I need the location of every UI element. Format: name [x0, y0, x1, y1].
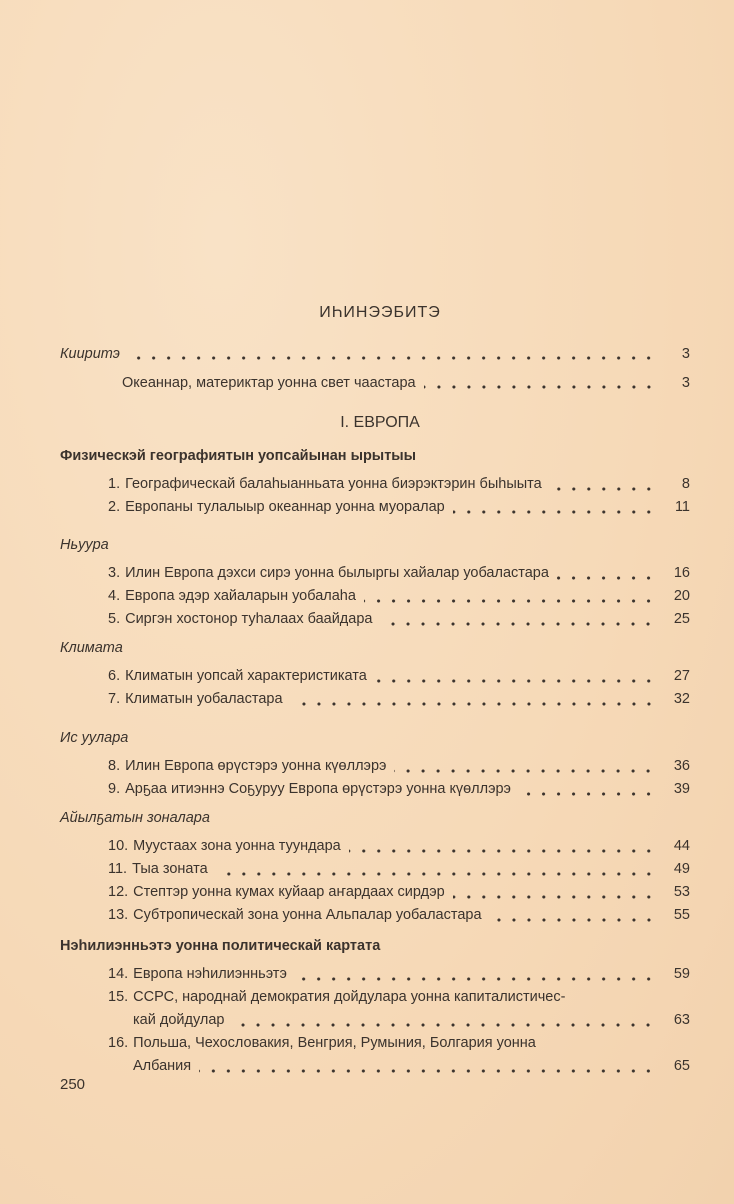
contents-title: ИҺИНЭЭБИТЭ: [319, 304, 441, 321]
toc-entry[interactable]: [60, 342, 690, 366]
section-entries: [60, 665, 690, 711]
entry-number: 11.: [108, 861, 128, 877]
toc-entry[interactable]: [108, 473, 690, 496]
dot-leader: [490, 918, 656, 922]
toc-entry[interactable]: [108, 881, 690, 904]
toc-entry[interactable]: [108, 1032, 690, 1078]
entry-line: [108, 904, 690, 927]
entry-line: [108, 608, 690, 631]
entry-line: [108, 858, 690, 881]
toc-entry[interactable]: [108, 665, 690, 688]
entry-number: 4.: [108, 588, 121, 604]
toc-section: [60, 934, 690, 1078]
entry-page: 3: [681, 346, 690, 362]
entry-number: 15.: [108, 989, 129, 1005]
entry-page: 53: [673, 884, 690, 900]
entry-line: [108, 665, 690, 688]
dot-leader: [364, 599, 656, 603]
dot-leader: [519, 792, 656, 796]
entry-page: 11: [674, 499, 690, 515]
entry-number: 1.: [108, 476, 121, 492]
entry-title: Арҕаа итиэннэ Соҕуруу Европа өрүстэрэ уонна күөллэрэ: [125, 781, 511, 797]
entry-title: кай дойдулар: [133, 1012, 225, 1028]
toc-entry[interactable]: [108, 755, 690, 778]
entry-number: 3.: [108, 565, 121, 581]
toc-entry[interactable]: [108, 778, 690, 801]
dot-leader: [453, 895, 656, 899]
section-entries: [60, 963, 690, 1078]
entry-page: 39: [673, 781, 690, 797]
entry-page: 65: [673, 1058, 690, 1074]
dot-leader: [295, 977, 656, 981]
section-heading: Ис уулара: [60, 730, 129, 746]
toc-section: [60, 444, 690, 519]
dot-leader: [557, 576, 656, 580]
toc-section: [60, 726, 690, 801]
toc-section: [60, 636, 690, 711]
entry-number: 12.: [108, 884, 129, 900]
entry-line: [108, 496, 690, 519]
entry-page: 27: [673, 668, 690, 684]
entry-line: [108, 1009, 690, 1032]
entry-number: 9.: [108, 781, 121, 797]
section-entries: [60, 562, 690, 631]
page-number: 250: [60, 1076, 86, 1093]
entry-page: 44: [673, 838, 690, 854]
section-heading: Климата: [60, 640, 123, 656]
dot-leader: [199, 1069, 656, 1073]
toc-entry[interactable]: [108, 835, 690, 858]
toc-entry[interactable]: [108, 986, 690, 1032]
entry-line: [108, 473, 690, 496]
entry-title: Европаны тулалыыр океаннар уонна муоралар: [125, 499, 445, 515]
entry-page: 16: [673, 565, 690, 581]
entry-title: Океаннар, материктар уонна свет чаастара: [122, 375, 416, 391]
entry-title: Илин Европа өрүстэрэ уонна күөллэрэ: [125, 758, 387, 774]
entry-page: 55: [673, 907, 690, 923]
entry-title: Стептэр уонна кумах куйаар аҥардаах сирдэр: [133, 884, 445, 900]
entry-title: Сиргэн хостонор туһалаах баайдара: [125, 611, 373, 627]
entry-number: 14.: [108, 966, 129, 982]
dot-leader: [453, 510, 656, 514]
entry-line: [108, 986, 690, 1009]
entry-number: 10.: [108, 838, 129, 854]
entry-number: 7.: [108, 691, 121, 707]
entry-page: 63: [673, 1012, 690, 1028]
entry-line: [108, 1032, 690, 1055]
dot-leader: [349, 849, 656, 853]
entry-number: 2.: [108, 499, 121, 515]
section-entries: [60, 755, 690, 801]
toc-entry[interactable]: [108, 858, 690, 881]
toc-entry[interactable]: [108, 688, 690, 711]
toc-entry[interactable]: [108, 904, 690, 927]
dot-leader: [232, 1023, 656, 1027]
entry-title: ССРС, народнай демократия дойдулара уонна капиталистичес-: [133, 989, 566, 1005]
entry-page: 3: [681, 375, 690, 391]
toc-section: [60, 533, 690, 631]
entry-page: 25: [673, 611, 690, 627]
entry-page: 20: [673, 588, 690, 604]
dot-leader: [128, 356, 656, 360]
section-heading: Нэһилиэнньэтэ уонна политическай картата: [60, 938, 381, 954]
part-title: I. ЕВРОПА: [340, 414, 420, 431]
toc-entry[interactable]: [108, 608, 690, 631]
section-heading: Физическэй географиятын уопсайынан ырытыы: [60, 448, 417, 464]
entry-page: 49: [673, 861, 690, 877]
entry-title: Географическай балаһыанньата уонна биэрэктэрин быһыыта: [125, 476, 542, 492]
intro-entries: [60, 342, 690, 395]
entry-title: Илин Европа дэхси сирэ уонна былыргы хайалар уобаластара: [125, 565, 549, 581]
section-entries: [60, 473, 690, 519]
toc-entry[interactable]: [108, 562, 690, 585]
section-heading: Айылҕатын зоналара: [60, 810, 210, 826]
entry-title: Европа нэһилиэнньэтэ: [133, 966, 287, 982]
toc-entry[interactable]: [108, 496, 690, 519]
entry-title: Албания: [133, 1058, 192, 1074]
entry-line: [108, 688, 690, 711]
entry-title: Климатын уопсай характеристиката: [125, 668, 367, 684]
entry-title: Польша, Чехословакия, Венгрия, Румыния, Болгария уонна: [133, 1035, 536, 1051]
entry-line: [108, 963, 690, 986]
dot-leader: [424, 385, 656, 389]
toc-section: [60, 806, 690, 927]
entry-page: 36: [673, 758, 690, 774]
dot-leader: [550, 487, 656, 491]
section-heading: Ньуура: [60, 537, 109, 553]
dot-leader: [216, 872, 656, 876]
dot-leader: [394, 769, 656, 773]
entry-number: 13.: [108, 907, 129, 923]
entry-title: Европа эдэр хайаларын уобалаһа: [125, 588, 356, 604]
entry-line: [108, 562, 690, 585]
entry-line: [108, 881, 690, 904]
dot-leader: [380, 622, 656, 626]
entry-number: 6.: [108, 668, 121, 684]
entry-page: 8: [681, 476, 690, 492]
entry-line: [108, 778, 690, 801]
dot-leader: [291, 702, 656, 706]
entry-number: 5.: [108, 611, 121, 627]
section-entries: [60, 835, 690, 927]
entry-title: Тыа зоната: [132, 861, 208, 877]
toc-entry[interactable]: [60, 371, 690, 395]
toc-entry[interactable]: [108, 963, 690, 986]
toc-entry[interactable]: [108, 585, 690, 608]
entry-line: [108, 755, 690, 778]
entry-number: 16.: [108, 1035, 129, 1051]
entry-title: Кииритэ: [60, 346, 120, 362]
entry-title: Субтропическай зона уонна Альпалар уобаластара: [133, 907, 482, 923]
entry-page: 59: [673, 966, 690, 982]
entry-page: 32: [673, 691, 690, 707]
entry-line: [108, 835, 690, 858]
entry-line: [108, 1055, 690, 1078]
entry-title: Муустаах зона уонна туундара: [133, 838, 341, 854]
dot-leader: [375, 679, 656, 683]
entry-line: [108, 585, 690, 608]
entry-number: 8.: [108, 758, 121, 774]
entry-title: Климатын уобаластара: [125, 691, 283, 707]
